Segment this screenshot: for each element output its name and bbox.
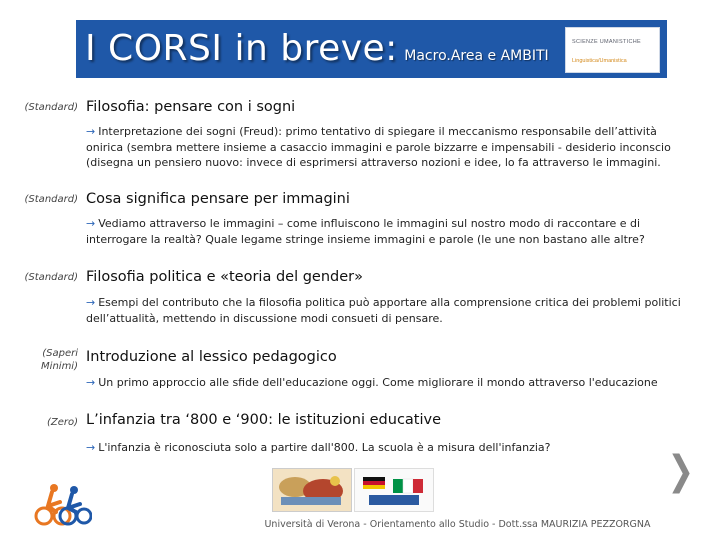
course-title: Filosofia politica e «teoria del gender» [86, 269, 363, 285]
course-description-text: Vediamo attraverso le immagini – come influiscono le immagini sul nostro modo di raccontare e di interrogare la realtà? Quale legame stringe insieme immagini e parole (le une non bastano alle altre? [86, 217, 645, 246]
course-description [86, 375, 692, 391]
arrow-icon: → [86, 217, 96, 230]
course-level-tag: (Standard) [24, 272, 78, 283]
page-title [85, 28, 549, 69]
course-description-text: Interpretazione dei sogni (Freud): primo tentativo di spiegare il meccanismo responsabile dell’attività onirica (sembra mettere insieme a casaccio immagini e parole bizzarre e impensabili - desiderio inconscio (disegna un pensiero nuovo: invece di esprimersi attraverso nozioni e idee, lo fa attraverso le immagini. [86, 125, 671, 169]
area-logo-line2: Linguistica/Umanistica [572, 58, 627, 64]
next-slide-icon[interactable]: ❯ [667, 448, 695, 494]
thumbnail-image [354, 468, 434, 512]
course-description-text: Esempi del contributo che la filosofia politica può apportare alla comprensione critica dei problemi politici dell’attualità, mettendo in discussione modi consueti di pensare. [86, 296, 681, 325]
page-title-main: I CORSI in breve: [85, 28, 398, 69]
course-title: Introduzione al lessico pedagogico [86, 349, 337, 365]
course-description [86, 295, 692, 326]
course-description-text: L'infanzia è riconosciuta solo a partire dall'800. La scuola è a misura dell'infanzia? [98, 441, 551, 454]
arrow-icon: → [86, 441, 96, 454]
area-logo [565, 27, 660, 73]
footer [0, 519, 720, 530]
course-title: L’infanzia tra ‘800 e ‘900: le istituzioni educative [86, 412, 442, 428]
map-collage-image [273, 469, 351, 511]
area-logo-line1: SCIENZE UMANISTICHE [572, 39, 641, 45]
arrow-icon: → [86, 376, 96, 389]
course-title: Cosa significa pensare per immagini [86, 191, 350, 207]
thumbnail-image [272, 468, 352, 512]
course-title: Filosofia: pensare con i sogni [86, 99, 296, 115]
header-banner [76, 20, 667, 78]
course-description [86, 124, 692, 171]
course-level-tag: (Standard) [24, 102, 78, 113]
arrow-icon: → [86, 296, 96, 309]
course-description [86, 216, 692, 247]
flags-image [355, 469, 433, 511]
course-description [86, 440, 692, 456]
arrow-icon: → [86, 125, 96, 138]
course-level-tag: (Standard) [24, 194, 78, 205]
course-description-text: Un primo approccio alle sfide dell'educazione oggi. Come migliorare il mondo attraverso l'educazione [98, 376, 658, 389]
page-subtitle: Macro.Area e AMBITI [404, 48, 549, 64]
course-level-tag: (Zero) [46, 417, 78, 428]
course-level-tag: (Saperi Minimi) [41, 348, 78, 372]
footer-text: Università di Verona - Orientamento allo Studio - Dott.ssa MAURIZIA PEZZORGNA [264, 519, 651, 530]
